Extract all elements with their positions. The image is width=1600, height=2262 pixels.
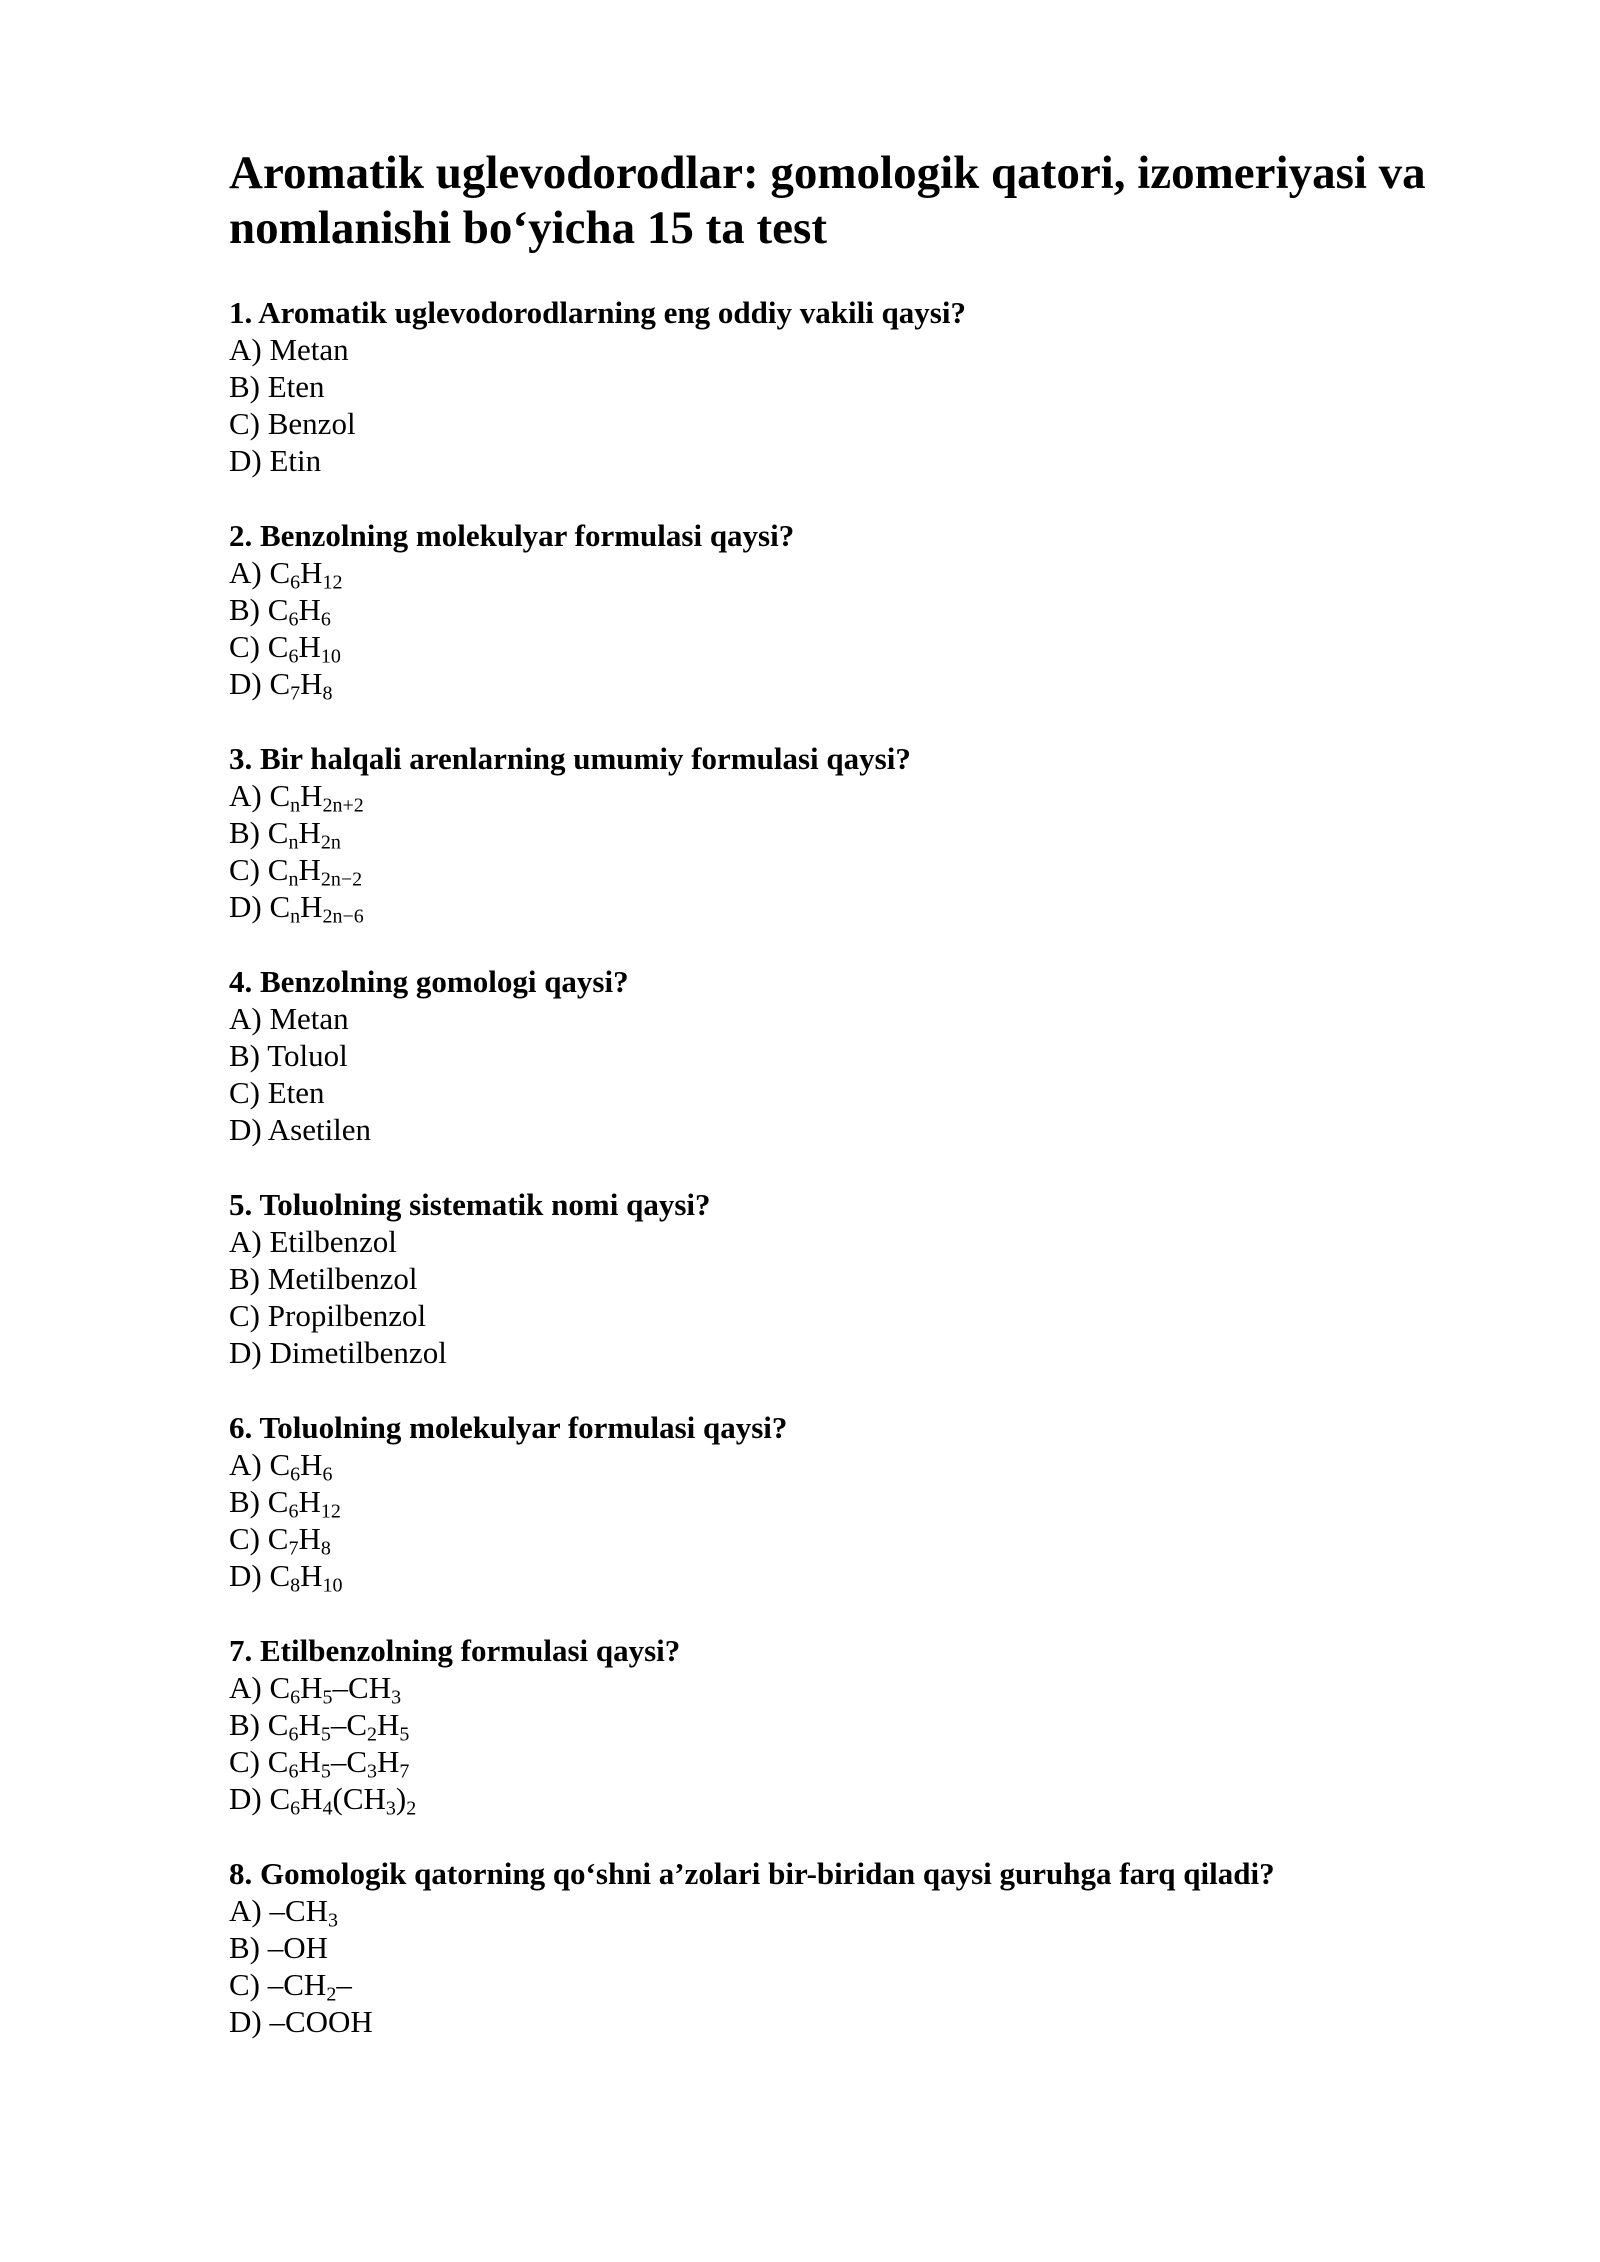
option-text: D) Asetilen bbox=[229, 1112, 372, 1147]
option-text: H bbox=[377, 1744, 400, 1779]
question-block bbox=[229, 517, 1529, 705]
answer-option bbox=[229, 1483, 1529, 1523]
formula-subscript: 2n+2 bbox=[322, 794, 364, 817]
question-block bbox=[229, 963, 1529, 1148]
question-text: 3. Bir halqali arenlarning umumiy formulasi qaysi? bbox=[229, 741, 911, 776]
formula-subscript: 3 bbox=[328, 1909, 339, 1932]
formula-subscript: 3 bbox=[385, 1797, 396, 1820]
option-text: C) Eten bbox=[229, 1075, 325, 1110]
option-text: D) Dimetilbenzol bbox=[229, 1335, 447, 1370]
formula-subscript: 12 bbox=[322, 571, 343, 594]
option-text: H bbox=[298, 1521, 321, 1556]
option-text: D) Etin bbox=[229, 443, 322, 478]
formula-subscript: 6 bbox=[288, 608, 299, 631]
question-text: 2. Benzolning molekulyar formulasi qaysi? bbox=[229, 518, 795, 553]
option-text: H bbox=[298, 592, 321, 627]
formula-subscript: 5 bbox=[322, 1686, 333, 1709]
formula-subscript: 5 bbox=[320, 1723, 331, 1746]
option-text: C) Benzol bbox=[229, 406, 356, 441]
option-text: H bbox=[300, 778, 323, 813]
answer-option bbox=[229, 1743, 1529, 1783]
option-text: C) C bbox=[229, 1744, 289, 1779]
answer-option bbox=[229, 1520, 1529, 1560]
option-text: H bbox=[298, 1744, 321, 1779]
formula-subscript: n bbox=[288, 831, 299, 854]
option-text: A) C bbox=[229, 778, 291, 813]
question-text: 4. Benzolning gomologi qaysi? bbox=[229, 964, 629, 999]
formula-subscript: 6 bbox=[288, 1723, 299, 1746]
question-block bbox=[229, 294, 1529, 479]
answer-option bbox=[229, 331, 1529, 368]
formula-subscript: 10 bbox=[320, 645, 341, 668]
answer-option bbox=[229, 1260, 1529, 1297]
formula-subscript: 10 bbox=[322, 1574, 343, 1597]
option-text: A) Etilbenzol bbox=[229, 1224, 397, 1259]
answer-option bbox=[229, 554, 1529, 594]
option-text: D) C bbox=[229, 889, 291, 924]
option-text: (CH bbox=[332, 1781, 386, 1816]
question-text: 5. Toluolning sistematik nomi qaysi? bbox=[229, 1187, 711, 1222]
answer-option bbox=[229, 2003, 1529, 2040]
answer-option bbox=[229, 1706, 1529, 1746]
option-text: D) C bbox=[229, 1558, 291, 1593]
option-text: B) –OH bbox=[229, 1930, 329, 1965]
option-text: –CH bbox=[332, 1670, 392, 1705]
formula-subscript: 2 bbox=[326, 1983, 337, 2006]
answer-option bbox=[229, 1037, 1529, 1074]
option-text: H bbox=[300, 1558, 323, 1593]
formula-subscript: n bbox=[288, 868, 299, 891]
formula-subscript: 4 bbox=[322, 1797, 333, 1820]
formula-subscript: 6 bbox=[290, 1686, 301, 1709]
option-text: C) C bbox=[229, 629, 289, 664]
option-text: H bbox=[300, 1670, 323, 1705]
option-text: H bbox=[298, 629, 321, 664]
formula-subscript: 12 bbox=[320, 1500, 341, 1523]
formula-subscript: 6 bbox=[320, 608, 331, 631]
option-text: A) Metan bbox=[229, 332, 349, 367]
formula-subscript: 5 bbox=[320, 1760, 331, 1783]
answer-option bbox=[229, 442, 1529, 479]
answer-option bbox=[229, 1780, 1529, 1820]
formula-subscript: 8 bbox=[320, 1537, 331, 1560]
answer-option bbox=[229, 1000, 1529, 1037]
answer-option bbox=[229, 851, 1529, 891]
formula-subscript: 6 bbox=[288, 1760, 299, 1783]
question-text: 1. Aromatik uglevodorodlarning eng oddiy vakili qaysi? bbox=[229, 295, 966, 330]
formula-subscript: 6 bbox=[288, 1500, 299, 1523]
answer-option bbox=[229, 1111, 1529, 1148]
answer-option bbox=[229, 665, 1529, 705]
option-text: H bbox=[298, 1707, 321, 1742]
option-text: A) C bbox=[229, 555, 291, 590]
formula-subscript: 6 bbox=[290, 571, 301, 594]
option-text: D) C bbox=[229, 666, 291, 701]
option-text: –C bbox=[330, 1744, 368, 1779]
question-block bbox=[229, 1186, 1529, 1371]
formula-subscript: 7 bbox=[290, 682, 301, 705]
formula-subscript: 2n−6 bbox=[322, 905, 364, 928]
question-text: 7. Etilbenzolning formulasi qaysi? bbox=[229, 1633, 681, 1668]
formula-subscript: 8 bbox=[322, 682, 333, 705]
answer-option bbox=[229, 1223, 1529, 1260]
answer-option bbox=[229, 777, 1529, 817]
question-text: 6. Toluolning molekulyar formulasi qaysi? bbox=[229, 1410, 788, 1445]
answer-option bbox=[229, 1074, 1529, 1111]
option-text: C) C bbox=[229, 1521, 289, 1556]
formula-subscript: 6 bbox=[290, 1797, 301, 1820]
option-text: B) Metilbenzol bbox=[229, 1261, 418, 1296]
answer-option bbox=[229, 1557, 1529, 1597]
option-text: D) C bbox=[229, 1781, 291, 1816]
option-text: A) Metan bbox=[229, 1001, 349, 1036]
formula-subscript: n bbox=[290, 794, 301, 817]
option-text: H bbox=[298, 852, 321, 887]
question-block bbox=[229, 740, 1529, 928]
formula-subscript: 7 bbox=[288, 1537, 299, 1560]
question-block bbox=[229, 1632, 1529, 1820]
option-text: H bbox=[298, 1484, 321, 1519]
option-text: ) bbox=[395, 1781, 407, 1816]
option-text: H bbox=[300, 1781, 323, 1816]
answer-option bbox=[229, 405, 1529, 442]
formula-subscript: 8 bbox=[290, 1574, 301, 1597]
option-text: H bbox=[377, 1707, 400, 1742]
answer-option bbox=[229, 1446, 1529, 1486]
option-text: B) C bbox=[229, 592, 289, 627]
option-text: – bbox=[336, 1967, 352, 2002]
option-text: C) Propilbenzol bbox=[229, 1298, 427, 1333]
document-title: Aromatik uglevodorodlar: gomologik qatori, izomeriyasi va nomlanishi bo‘yicha 15 ta test bbox=[229, 147, 1426, 254]
answer-option bbox=[229, 368, 1529, 405]
answer-option bbox=[229, 1929, 1529, 1966]
formula-subscript: 3 bbox=[391, 1686, 402, 1709]
option-text: H bbox=[300, 666, 323, 701]
option-text: A) –CH bbox=[229, 1893, 329, 1928]
question-block bbox=[229, 1855, 1529, 2040]
option-text: H bbox=[300, 555, 323, 590]
question-list bbox=[229, 294, 1529, 2040]
answer-option bbox=[229, 1966, 1529, 2006]
formula-subscript: 3 bbox=[367, 1760, 378, 1783]
answer-option bbox=[229, 628, 1529, 668]
answer-option bbox=[229, 814, 1529, 854]
document-page bbox=[229, 146, 1529, 2040]
option-text: –C bbox=[330, 1707, 368, 1742]
option-text: B) Eten bbox=[229, 369, 325, 404]
option-text: H bbox=[300, 889, 323, 924]
formula-subscript: 2 bbox=[406, 1797, 417, 1820]
formula-subscript: n bbox=[290, 905, 301, 928]
option-text: B) Toluol bbox=[229, 1038, 348, 1073]
answer-option bbox=[229, 1669, 1529, 1709]
option-text: D) –COOH bbox=[229, 2004, 373, 2039]
formula-subscript: 6 bbox=[288, 645, 299, 668]
answer-option bbox=[229, 1297, 1529, 1334]
formula-subscript: 2n−2 bbox=[320, 868, 363, 891]
option-text: C) –CH bbox=[229, 1967, 327, 2002]
option-text: B) C bbox=[229, 1707, 289, 1742]
option-text: B) C bbox=[229, 815, 289, 850]
question-text: 8. Gomologik qatorning qo‘shni a’zolari bir-biridan qaysi guruhga farq qiladi? bbox=[229, 1856, 1275, 1891]
formula-subscript: 2n bbox=[320, 831, 341, 854]
option-text: A) C bbox=[229, 1447, 291, 1482]
option-text: A) C bbox=[229, 1670, 291, 1705]
formula-subscript: 6 bbox=[322, 1463, 333, 1486]
option-text: B) C bbox=[229, 1484, 289, 1519]
answer-option bbox=[229, 888, 1529, 928]
formula-subscript: 6 bbox=[290, 1463, 301, 1486]
answer-option bbox=[229, 1334, 1529, 1371]
formula-subscript: 7 bbox=[399, 1760, 410, 1783]
option-text: H bbox=[300, 1447, 323, 1482]
answer-option bbox=[229, 591, 1529, 631]
option-text: H bbox=[298, 815, 321, 850]
formula-subscript: 2 bbox=[367, 1723, 378, 1746]
question-block bbox=[229, 1409, 1529, 1597]
answer-option bbox=[229, 1892, 1529, 1932]
formula-subscript: 5 bbox=[399, 1723, 410, 1746]
option-text: C) C bbox=[229, 852, 289, 887]
